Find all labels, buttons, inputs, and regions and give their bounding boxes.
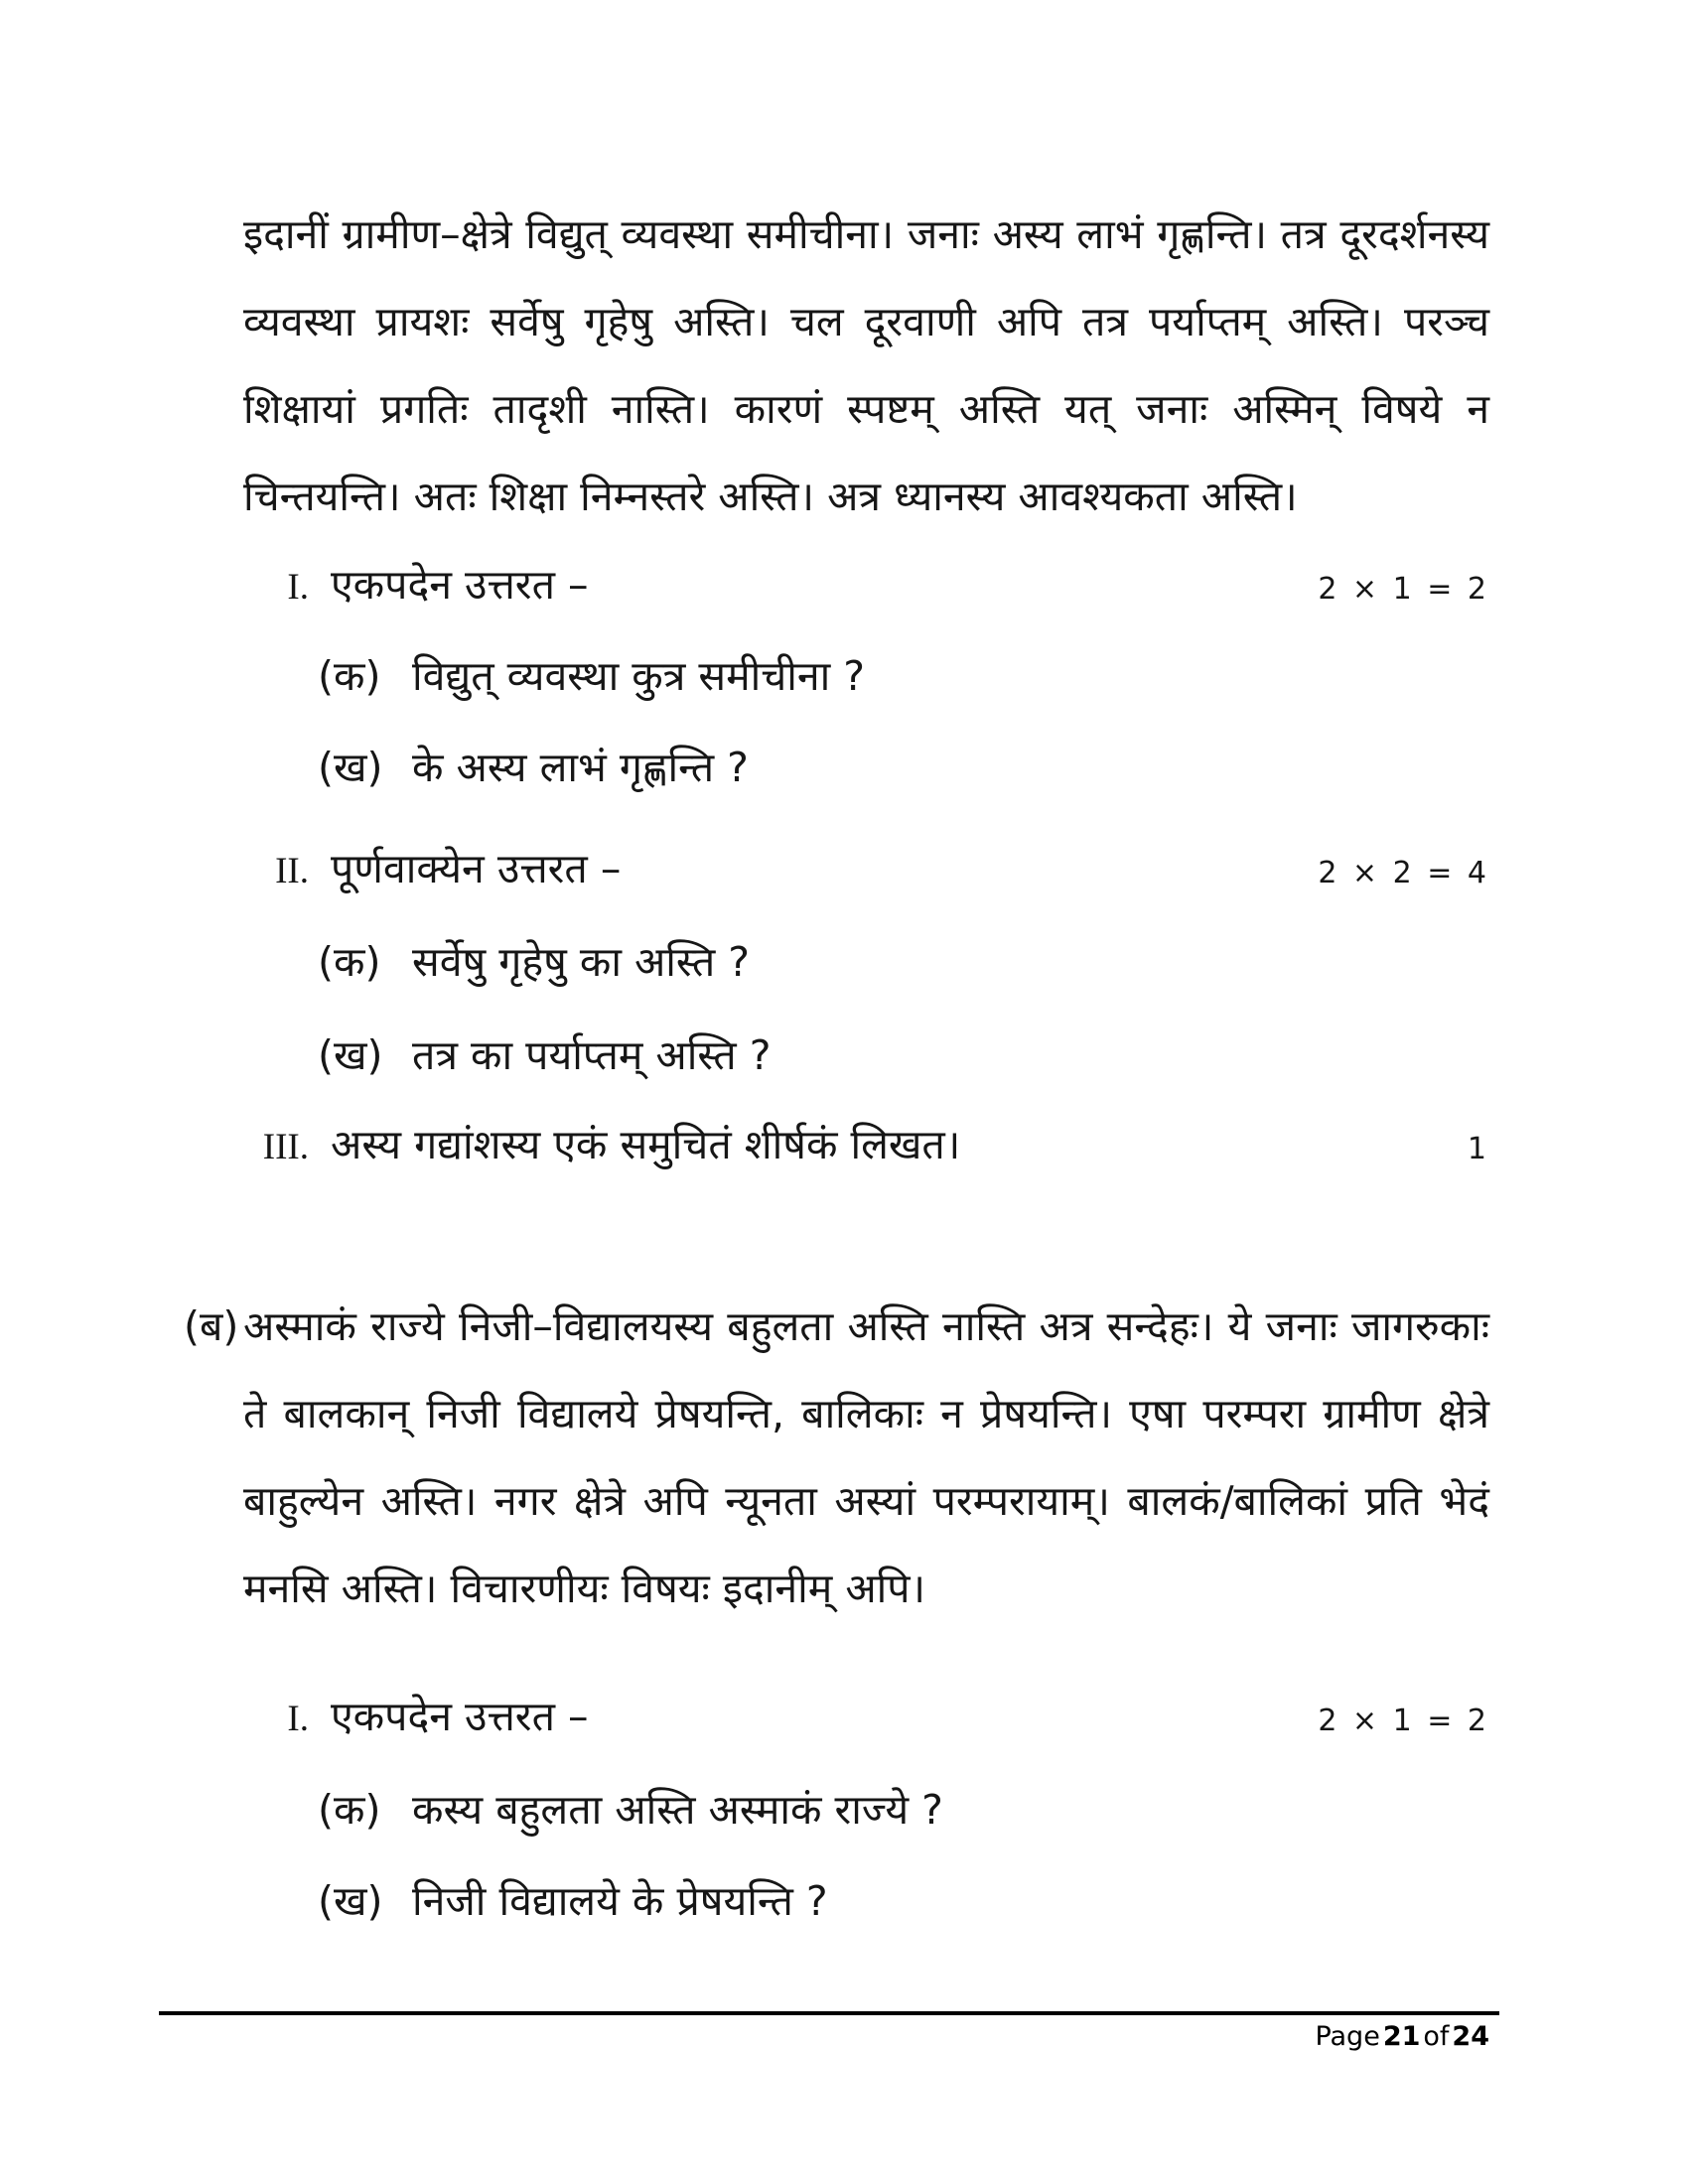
sub-question-label: (ख) [318,744,383,791]
sub-question-a1-k-row [318,647,1489,703]
footer-rule [159,2011,1499,2015]
question-b1-row [243,1688,1489,1743]
question-numeral: II. [275,851,309,891]
question-text: अस्य गद्यांशस्य एकं समुचितं शीर्षकं लिखत। [331,1121,961,1168]
footer-total-pages: 24 [1452,2021,1489,2052]
footer-page-number: 21 [1382,2021,1421,2052]
sub-question-label: (क) [318,938,381,986]
sub-question-text: विद्युत् व्यवस्था कुत्र समीचीना ? [412,652,866,700]
sub-question-a2-kh-row [318,1026,1489,1082]
passage-b-block [184,1283,1489,1632]
question-a3-row [243,1116,1489,1171]
marks-value: 2 × 2 = 4 [1318,856,1489,890]
sub-question-b1-kh-row [318,1872,1489,1928]
sub-question-label: (ख) [318,1877,383,1925]
marks-value: 2 × 1 = 2 [1318,1704,1489,1738]
passage-a: इदानीं ग्रामीण–क्षेत्रे विद्युत् व्यवस्था समीचीना। जनाः अस्य लाभं गृह्णन्ति। तत्र दूरदर्शनस्य व्यवस्था प्रायशः सर्वेषु गृहेषु अस्ति। चल दूरवाणी अपि तत्र पर्याप्तम् अस्ति। परञ्च शिक्षायां प्रगतिः तादृशी नास्ति। कारणं स्पष्टम् अस्ति यत् जनाः अस्मिन् विषये न चिन्तयन्ति। अतः शिक्षा निम्नस्तरे अस्ति। अत्र ध्यानस्य आवश्यकता अस्ति। [243,210,1489,520]
question-text: पूर्णवाक्येन उत्तरत – [331,845,622,892]
sub-question-a1-kh-row [318,739,1489,794]
question-text: एकपदेन उत्तरत – [331,561,589,609]
sub-question-a2-k-row [318,933,1489,989]
marks-value: 1 [1467,1132,1489,1166]
question-a1-row [243,556,1489,612]
question-numeral: I. [287,1699,309,1739]
sub-question-text: सर्वेषु गृहेषु का अस्ति ? [412,938,751,986]
footer-page-word: Page [1315,2021,1380,2052]
sub-question-label: (ख) [318,1031,383,1079]
sub-question-text: तत्र का पर्याप्तम् अस्ति ? [412,1031,772,1079]
sub-question-label: (क) [318,1786,381,1834]
page-footer [1312,2021,1489,2052]
sub-question-text: निजी विद्यालये के प्रेषयन्ति ? [412,1877,828,1925]
section-b-label: (ब) [184,1302,239,1350]
sub-question-text: के अस्य लाभं गृह्णन्ति ? [412,744,749,791]
question-a2-row [243,840,1489,895]
question-text: एकपदेन उत्तरत – [331,1693,589,1740]
sub-question-label: (क) [318,652,381,700]
question-numeral: III. [262,1127,309,1167]
passage-b: अस्माकं राज्ये निजी–विद्यालयस्य बहुलता अस्ति नास्ति अत्र सन्देहः। ये जनाः जागरुकाः ते बालकान् निजी विद्यालये प्रेषयन्ति, बालिकाः न प्रेषयन्ति। एषा परम्परा ग्रामीण क्षेत्रे बाहुल्येन अस्ति। नगर क्षेत्रे अपि न्यूनता अस्यां परम्परायाम्। बालकं/बालिकां प्रति भेदं मनसि अस्ति। विचारणीयः विषयः इदानीम् अपि। [243,1302,1489,1612]
sub-question-text: कस्य बहुलता अस्ति अस्माकं राज्ये ? [412,1786,943,1834]
footer-of-word: of [1423,2021,1450,2052]
sub-question-b1-k-row [318,1781,1489,1837]
marks-value: 2 × 1 = 2 [1318,572,1489,607]
question-numeral: I. [287,567,309,608]
